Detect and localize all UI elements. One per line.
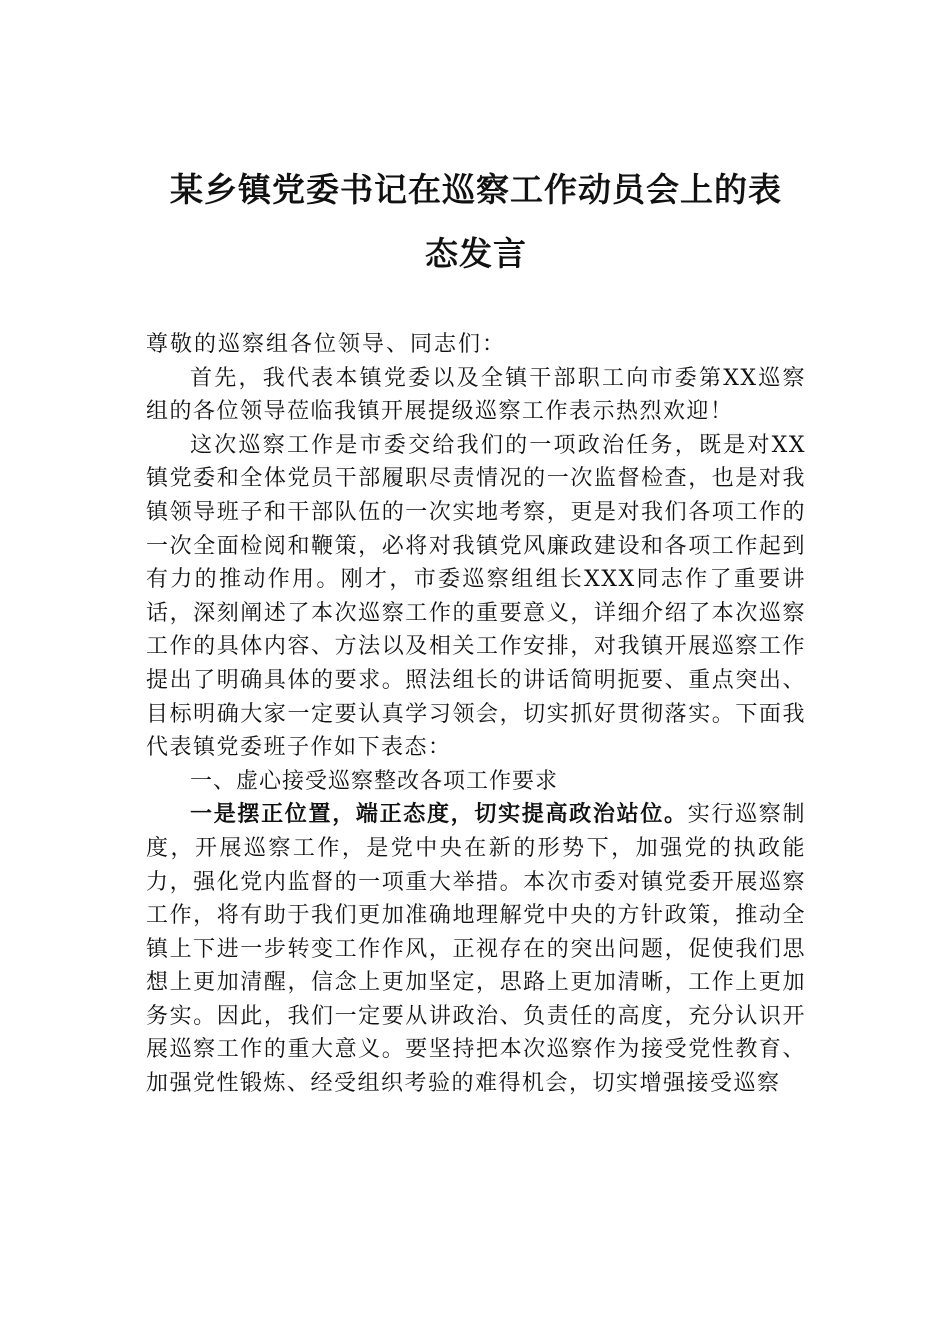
point-1-text: 实行巡察制度，开展巡察工作，是党中央在新的形势下，加强党的执政能力，强化党内监督的一项重大举措。本次市委对镇党委开展巡察工作，将有助于我们更加准确地理解党中央的方针政策，推动全镇上下进一步转变工作作风，正视存在的突出问题，促使我们思想上更加清醒，信念上更加坚定，思路上更加清晰，工作上更加务实。因此，我们一定要从讲政治、负责任的高度，充分认识开展巡察工作的重大意义。要坚持把本次巡察作为接受党性教育、加强党性锻炼、经受组织考验的难得机会，切实增强接受巡察 — [146, 802, 806, 1097]
document-title-line-2: 态发言 — [425, 234, 527, 273]
document-title — [146, 158, 806, 286]
document-title-line-1: 某乡镇党委书记在巡察工作动员会上的表 — [170, 170, 782, 209]
paragraph-point-1 — [146, 798, 806, 1100]
document-page — [146, 158, 806, 1101]
point-1-lead: 一是摆正位置，端正态度，切实提高政治站位。 — [190, 801, 688, 828]
paragraph-inspection-task: 这次巡察工作是市委交给我们的一项政治任务，既是对XX镇党委和全体党员干部履职尽责情况的一次监督检查，也是对我镇领导班子和干部队伍的一次实地考察，更是对我们各项工作的一次全面检阅和鞭策，必将对我镇党风廉政建设和各项工作起到有力的推动作用。刚才，市委巡察组组长XXX同志作了重要讲话，深刻阐述了本次巡察工作的重要意义，详细介绍了本次巡察工作的具体内容、方法以及相关工作安排，对我镇开展巡察工作提出了明确具体的要求。照法组长的讲话简明扼要、重点突出、目标明确大家一定要认真学习领会，切实抓好贯彻落实。下面我代表镇党委班子作如下表态： — [146, 432, 806, 761]
paragraph-welcome: 首先，我代表本镇党委以及全镇干部职工向市委第XX巡察组的各位领导莅临我镇开展提级巡察工作表示热烈欢迎！ — [146, 365, 806, 425]
salutation: 尊敬的巡察组各位领导、同志们： — [146, 332, 507, 357]
section-heading: 一、虚心接受巡察整改各项工作要求 — [190, 768, 559, 794]
